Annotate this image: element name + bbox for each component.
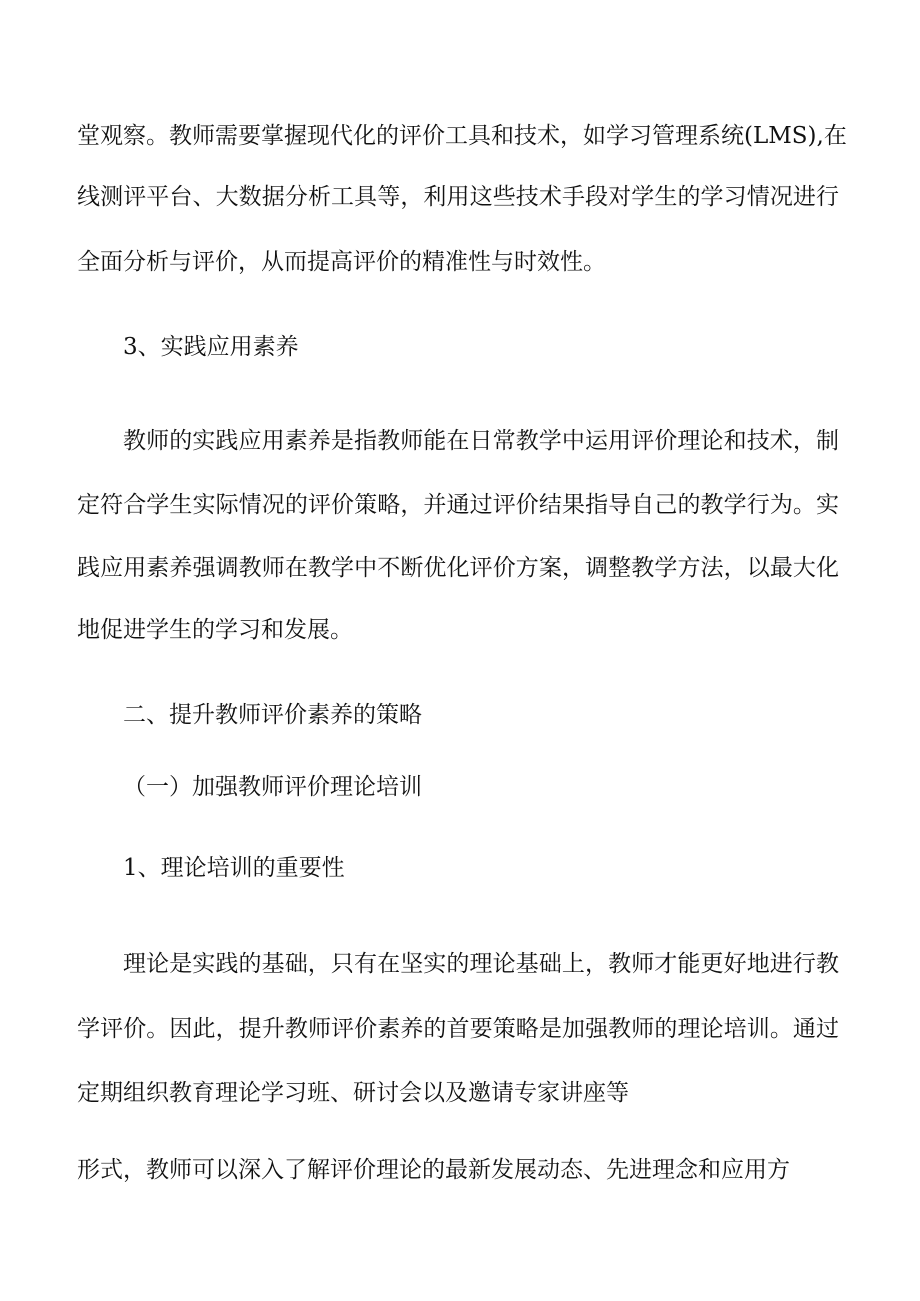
paragraph-line: 学评价。因此，提升教师评价素养的首要策略是加强教师的理论培训。通过 (77, 1016, 839, 1042)
paragraph-line: 定期组织教育理论学习班、研讨会以及邀请专家讲座等 (77, 1080, 629, 1106)
chapter-heading: 二、提升教师评价素养的策略 (123, 702, 422, 728)
subsection-heading: （一）加强教师评价理论培训 (123, 774, 422, 800)
section-heading: 1、理论培训的重要性 (123, 855, 345, 881)
paragraph-line: 定符合学生实际情况的评价策略，并通过评价结果指导自己的教学行为。实 (77, 492, 839, 518)
paragraph-line: 形式，教师可以深入了解评价理论的最新发展动态、先进理念和应用方 (77, 1157, 790, 1183)
paragraph-line: 理论是实践的基础，只有在坚实的理论基础上，教师才能更好地进行教 (123, 951, 839, 977)
paragraph-line: 教师的实践应用素养是指教师能在日常教学中运用评价理论和技术，制 (123, 428, 839, 454)
paragraph-line: 线测评平台、大数据分析工具等，利用这些技术手段对学生的学习情况进行 (77, 184, 839, 210)
paragraph-line: 践应用素养强调教师在教学中不断优化评价方案，调整教学方法，以最大化 (77, 555, 839, 581)
paragraph-line: 堂观察。教师需要掌握现代化的评价工具和技术，如学习管理系统(LMS),在 (77, 123, 847, 149)
paragraph-line: 地促进学生的学习和发展。 (77, 617, 353, 643)
paragraph-line: 全面分析与评价，从而提高评价的精准性与时效性。 (77, 249, 606, 275)
section-heading: 3、实践应用素养 (123, 334, 299, 360)
